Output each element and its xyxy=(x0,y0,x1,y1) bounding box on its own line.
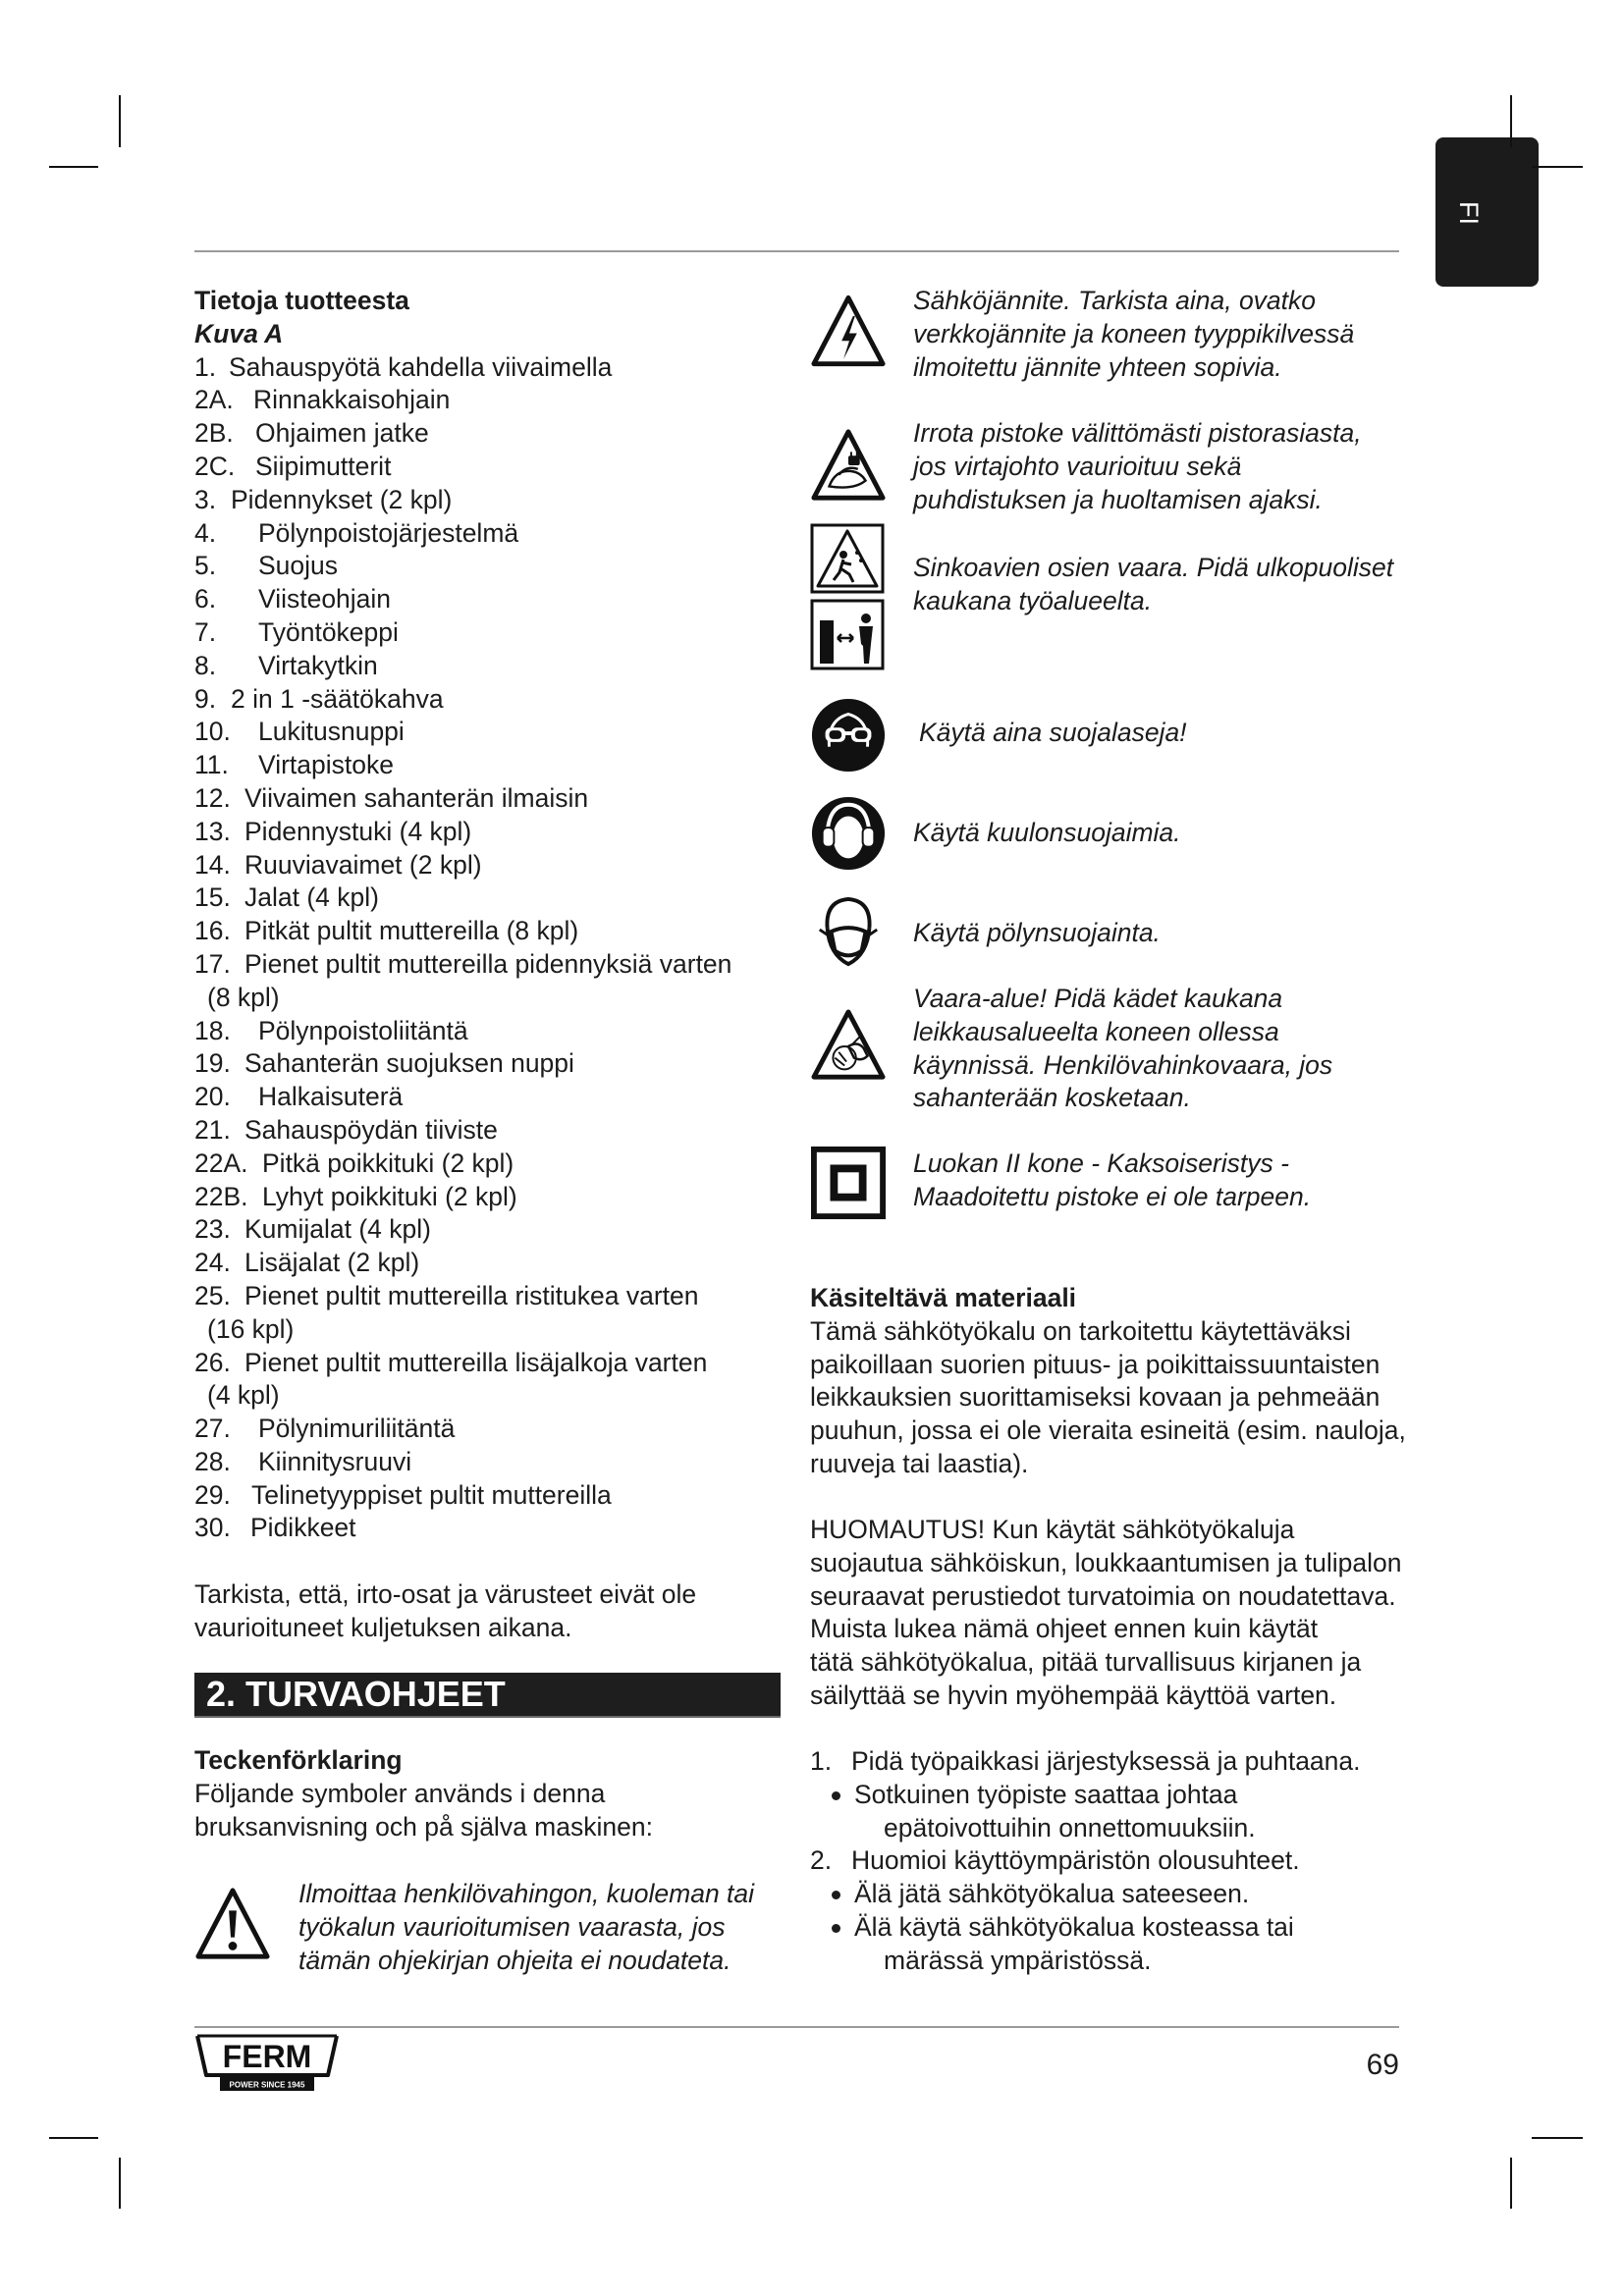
part-number: 9. xyxy=(194,683,217,714)
part-number: 22A. xyxy=(194,1148,248,1178)
part-label: Suojus xyxy=(258,551,339,581)
part-label: Pölynpoistojärjestelmä xyxy=(258,517,519,548)
rule-bullet-text: märässä ympäristössä. xyxy=(884,1945,1152,1975)
product-heading: Tietoja tuotteesta xyxy=(194,286,409,315)
part-label: Pidennystuki (4 kpl) xyxy=(244,816,472,846)
symbol-description xyxy=(913,1148,1311,1214)
warning-triangle-icon xyxy=(194,1885,271,1968)
crop-mark xyxy=(119,95,121,147)
crop-mark xyxy=(1510,95,1512,147)
symbol-description-line: verkkojännite ja koneen tyyppikilvessä xyxy=(913,318,1355,348)
material-text-line: ruuveja tai laastia). xyxy=(810,1448,1029,1478)
part-label: Ohjaimen jatke xyxy=(255,418,429,449)
part-number: 25. xyxy=(194,1280,231,1310)
part-item xyxy=(194,351,781,385)
flying-debris-warning-icon xyxy=(810,523,885,594)
part-number: 24. xyxy=(194,1248,231,1278)
symbol-description xyxy=(913,285,1354,384)
notice-text-line: suojautua sähköiskun, loukkaantumisen ja tulipalon xyxy=(810,1547,1402,1577)
part-item xyxy=(194,782,781,816)
rule-bullet-text: Sotkuinen työpiste saattaa johtaa xyxy=(854,1779,1238,1809)
brand-tagline: POWER SINCE 1945 xyxy=(229,2080,305,2090)
header-rule xyxy=(194,250,1399,252)
double-insulation-icon xyxy=(810,1146,887,1220)
hearing-protection-icon xyxy=(810,795,887,872)
crop-mark xyxy=(1510,2158,1512,2209)
part-number: 22B. xyxy=(194,1181,248,1211)
crop-mark xyxy=(49,2137,98,2139)
material-text-line: leikkauksien suorittamiseksi kovaan ja pehmeään xyxy=(810,1382,1380,1413)
part-item xyxy=(194,816,781,849)
part-number: 20. xyxy=(194,1082,231,1112)
symbol-description-line: Sinkoavien osien vaara. Pidä ulkopuoliset xyxy=(913,553,1394,582)
part-label: Viivaimen sahanterän ilmaisin xyxy=(244,782,589,813)
part-number: 14. xyxy=(194,849,231,880)
material-section xyxy=(810,1282,1406,1481)
part-number: 11. xyxy=(194,750,229,780)
part-label: Kiinnitysruuvi xyxy=(258,1446,412,1476)
general-warning-line: tämän ohjekirjan ohjeita ei noudateta. xyxy=(298,1945,731,1975)
part-label-continuation: (8 kpl) xyxy=(207,982,280,1012)
part-label: Telinetyyppiset pultit muttereilla xyxy=(251,1479,612,1510)
hand-danger-zone-icon xyxy=(810,1008,887,1083)
notice-text-line: säilyttää se hyvin myöhempää käyttöä varten. xyxy=(810,1680,1337,1710)
crop-mark xyxy=(1532,2137,1583,2139)
part-label: Lyhyt poikkituki (2 kpl) xyxy=(262,1181,517,1211)
general-warning-line: Ilmoittaa henkilövahingon, kuoleman tai xyxy=(298,1879,755,1908)
part-label: Siipimutterit xyxy=(255,451,392,481)
part-label: Pidennykset (2 kpl) xyxy=(231,484,453,514)
symbol-description-line: puhdistuksen ja huoltamisen ajaksi. xyxy=(913,484,1323,514)
part-item xyxy=(194,550,781,583)
part-label-continuation: (16 kpl) xyxy=(207,1313,295,1344)
general-warning-text xyxy=(298,1878,754,1977)
language-tab xyxy=(1435,137,1539,287)
part-item xyxy=(194,616,781,650)
product-info-section xyxy=(194,285,781,1645)
part-label: Sahauspyötä kahdella viivaimella xyxy=(229,351,613,382)
rule-bullet-text: epätoivottuihin onnettomuuksiin. xyxy=(884,1812,1256,1842)
part-label: Sahanterän suojuksen nuppi xyxy=(244,1048,574,1079)
part-item xyxy=(194,517,781,551)
section-title-bar xyxy=(194,1673,781,1718)
part-item xyxy=(194,384,781,417)
notice-text-line: tätä sähkötyökalua, pitää turvallisuus kirjanen ja xyxy=(810,1647,1362,1678)
check-note-line: Tarkista, että, irto-osat ja värusteet eivät ole xyxy=(194,1579,697,1610)
part-item xyxy=(194,1280,781,1313)
rule-bullet-continuation xyxy=(810,1812,1399,1845)
part-label: Pölynimuriliitäntä xyxy=(258,1414,456,1444)
crop-mark xyxy=(119,2158,121,2209)
symbol-description-line: Vaara-alue! Pidä kädet kaukana xyxy=(913,984,1283,1013)
footer-rule xyxy=(194,2026,1399,2028)
part-item xyxy=(194,1015,781,1048)
part-label: Pitkä poikkituki (2 kpl) xyxy=(262,1148,514,1178)
symbol-description-line: Käytä aina suojalaseja! xyxy=(919,718,1187,747)
part-label: Ruuviavaimet (2 kpl) xyxy=(244,849,482,880)
legend-intro-line: bruksanvisning och på själva maskinen: xyxy=(194,1811,653,1842)
rule-number: 2. xyxy=(810,1845,833,1876)
material-text-line: paikoillaan suorien pituus- ja poikittaissuuntaisten xyxy=(810,1349,1380,1379)
part-item xyxy=(194,1114,781,1148)
part-number: 26. xyxy=(194,1347,231,1377)
part-label: 2 in 1 -säätökahva xyxy=(231,683,444,714)
part-item xyxy=(194,881,781,915)
rule-text: Pidä työpaikkasi järjestyksessä ja puhtaana. xyxy=(851,1746,1361,1776)
symbol-description-line: Käytä pölynsuojainta. xyxy=(913,918,1161,947)
spacer xyxy=(194,1545,781,1578)
part-label: Viisteohjain xyxy=(258,584,392,614)
symbol-description-line: leikkausalueelta koneen ollessa xyxy=(913,1016,1279,1046)
part-item xyxy=(194,749,781,782)
part-number: 15. xyxy=(194,882,231,913)
notice-text-line: Muista lukea nämä ohjeet ennen kuin käytät xyxy=(810,1614,1319,1644)
part-item xyxy=(194,1512,781,1545)
part-label: Työntökeppi xyxy=(258,616,399,647)
symbol-description-line: Irrota pistoke välittömästi pistorasiasta, xyxy=(913,418,1362,448)
language-tab-label: FI xyxy=(1454,201,1484,225)
rule-number: 1. xyxy=(810,1746,833,1776)
page-number: 69 xyxy=(1366,2049,1399,2081)
part-item xyxy=(194,1148,781,1181)
part-label: Pidikkeet xyxy=(250,1513,356,1543)
part-item xyxy=(194,683,781,717)
part-number: 23. xyxy=(194,1214,231,1245)
dust-mask-icon xyxy=(810,895,887,969)
bullet-icon xyxy=(832,1791,840,1800)
rule-item xyxy=(810,1844,1399,1878)
symbol-description xyxy=(913,817,1181,850)
part-label: Rinnakkaisohjain xyxy=(253,385,451,415)
unplug-warning-icon xyxy=(810,427,887,504)
part-item xyxy=(194,451,781,484)
rule-item xyxy=(810,1745,1399,1779)
part-label: Pienet pultit muttereilla ristitukea varten xyxy=(244,1280,699,1310)
part-label: Kumijalat (4 kpl) xyxy=(244,1214,431,1245)
part-number: 4. xyxy=(194,517,217,548)
symbol-description xyxy=(913,552,1393,618)
keep-distance-icon xyxy=(810,599,885,670)
figure-label: Kuva A xyxy=(194,318,284,348)
part-label: Sahauspöydän tiiviste xyxy=(244,1114,498,1145)
material-text-line: puuhun, jossa ei ole vieraita esineitä (esim. nauloja, xyxy=(810,1415,1406,1446)
part-item xyxy=(194,1047,781,1081)
notice-text-line: HUOMAUTUS! Kun käytät sähkötyökaluja xyxy=(810,1515,1295,1544)
part-label: Lukitusnuppi xyxy=(258,717,405,747)
bullet-icon xyxy=(832,1891,840,1899)
part-item xyxy=(194,650,781,683)
part-number: 2C. xyxy=(194,451,236,481)
part-item xyxy=(194,1213,781,1247)
part-number: 13. xyxy=(194,816,231,846)
rule-bullet-text: Älä jätä sähkötyökalua sateeseen. xyxy=(854,1879,1250,1909)
crop-mark xyxy=(49,166,98,168)
part-label: Jalat (4 kpl) xyxy=(244,882,379,913)
part-label: Pienet pultit muttereilla pidennyksiä varten xyxy=(244,948,732,979)
part-item xyxy=(194,1446,781,1479)
part-number: 2A. xyxy=(194,385,234,415)
part-item xyxy=(194,948,781,982)
symbol-description xyxy=(919,717,1187,750)
notice-text-line: seuraavat perustiedot turvatoimia on noudatettava. xyxy=(810,1580,1396,1611)
symbol-description xyxy=(913,917,1161,950)
part-item xyxy=(194,417,781,451)
notice-section xyxy=(810,1514,1402,1713)
part-label: Lisäjalat (2 kpl) xyxy=(244,1248,420,1278)
part-item xyxy=(194,915,781,948)
part-number: 27. xyxy=(194,1414,231,1444)
part-item xyxy=(194,1181,781,1214)
part-label: Pienet pultit muttereilla lisäjalkoja varten xyxy=(244,1347,708,1377)
legend-section xyxy=(194,1744,781,1843)
part-label: Pitkät pultit muttereilla (8 kpl) xyxy=(244,916,579,946)
check-note-line: vaurioituneet kuljetuksen aikana. xyxy=(194,1612,572,1642)
part-number: 28. xyxy=(194,1446,231,1476)
part-item xyxy=(194,1413,781,1446)
ferm-logo xyxy=(194,2032,340,2098)
part-number: 7. xyxy=(194,616,217,647)
symbol-description-line: ilmoitettu jännite yhteen sopivia. xyxy=(913,351,1282,382)
safety-goggles-icon xyxy=(810,697,887,774)
rule-text: Huomioi käyttöympäristön olousuhteet. xyxy=(851,1845,1300,1876)
rule-bullet xyxy=(810,1779,1399,1812)
part-item xyxy=(194,1347,781,1380)
electric-voltage-warning-icon xyxy=(810,292,887,371)
symbol-description xyxy=(913,983,1332,1115)
part-number: 12. xyxy=(194,782,231,813)
part-item xyxy=(194,1479,781,1513)
brand-name: FERM xyxy=(222,2039,312,2074)
bullet-icon xyxy=(832,1924,840,1933)
rule-bullet xyxy=(810,1878,1399,1911)
safety-rules-list xyxy=(810,1745,1399,1978)
part-number: 2B. xyxy=(194,418,234,449)
material-heading: Käsiteltävä materiaali xyxy=(810,1283,1077,1312)
symbol-description-line: Sähköjännite. Tarkista aina, ovatko xyxy=(913,286,1317,315)
part-number: 3. xyxy=(194,484,217,514)
part-item xyxy=(194,484,781,517)
symbol-description-line: Käytä kuulonsuojaimia. xyxy=(913,818,1181,847)
legend-heading: Teckenförklaring xyxy=(194,1745,403,1775)
part-item xyxy=(194,716,781,749)
rule-bullet-text: Älä käytä sähkötyökalua kosteassa tai xyxy=(854,1911,1294,1942)
part-number: 10. xyxy=(194,717,231,747)
part-number: 17. xyxy=(194,948,231,979)
part-item xyxy=(194,849,781,882)
rule-bullet xyxy=(810,1911,1399,1945)
part-number: 21. xyxy=(194,1114,231,1145)
material-text-line: Tämä sähkötyökalu on tarkoitettu käytettäväksi xyxy=(810,1315,1351,1346)
part-item xyxy=(194,1247,781,1280)
symbol-description-line: Maadoitettu pistoke ei ole tarpeen. xyxy=(913,1181,1312,1211)
part-item xyxy=(194,1081,781,1114)
part-number: 5. xyxy=(194,551,217,581)
symbol-description-line: jos virtajohto vaurioituu sekä xyxy=(913,451,1242,481)
symbol-description-line: käynnissä. Henkilövahinkovaara, jos xyxy=(913,1049,1333,1080)
part-number: 29. xyxy=(194,1479,231,1510)
part-number: 1. xyxy=(194,351,217,382)
symbol-description xyxy=(913,417,1362,516)
part-number: 6. xyxy=(194,584,217,614)
rule-bullet-continuation xyxy=(810,1945,1399,1978)
crop-mark xyxy=(1532,166,1583,168)
symbol-description-line: Luokan II kone - Kaksoiseristys - xyxy=(913,1148,1289,1178)
symbol-description-line: sahanterään kosketaan. xyxy=(913,1083,1191,1113)
part-number: 30. xyxy=(194,1513,231,1543)
part-number: 18. xyxy=(194,1015,231,1045)
part-number: 8. xyxy=(194,650,217,680)
part-label-continuation: (4 kpl) xyxy=(207,1380,280,1411)
part-item xyxy=(194,583,781,616)
part-number: 19. xyxy=(194,1048,231,1079)
part-label: Pölynpoistoliitäntä xyxy=(258,1015,468,1045)
general-warning-line: työkalun vaurioitumisen vaarasta, jos xyxy=(298,1911,726,1942)
part-label: Halkaisuterä xyxy=(258,1082,404,1112)
section-title: 2. TURVAOHJEET xyxy=(206,1674,506,1714)
part-label: Virtakytkin xyxy=(258,650,378,680)
legend-intro-line: Följande symboler används i denna xyxy=(194,1778,606,1808)
part-label: Virtapistoke xyxy=(258,750,394,780)
part-number: 16. xyxy=(194,916,231,946)
symbol-description-line: kaukana työalueelta. xyxy=(913,585,1153,615)
